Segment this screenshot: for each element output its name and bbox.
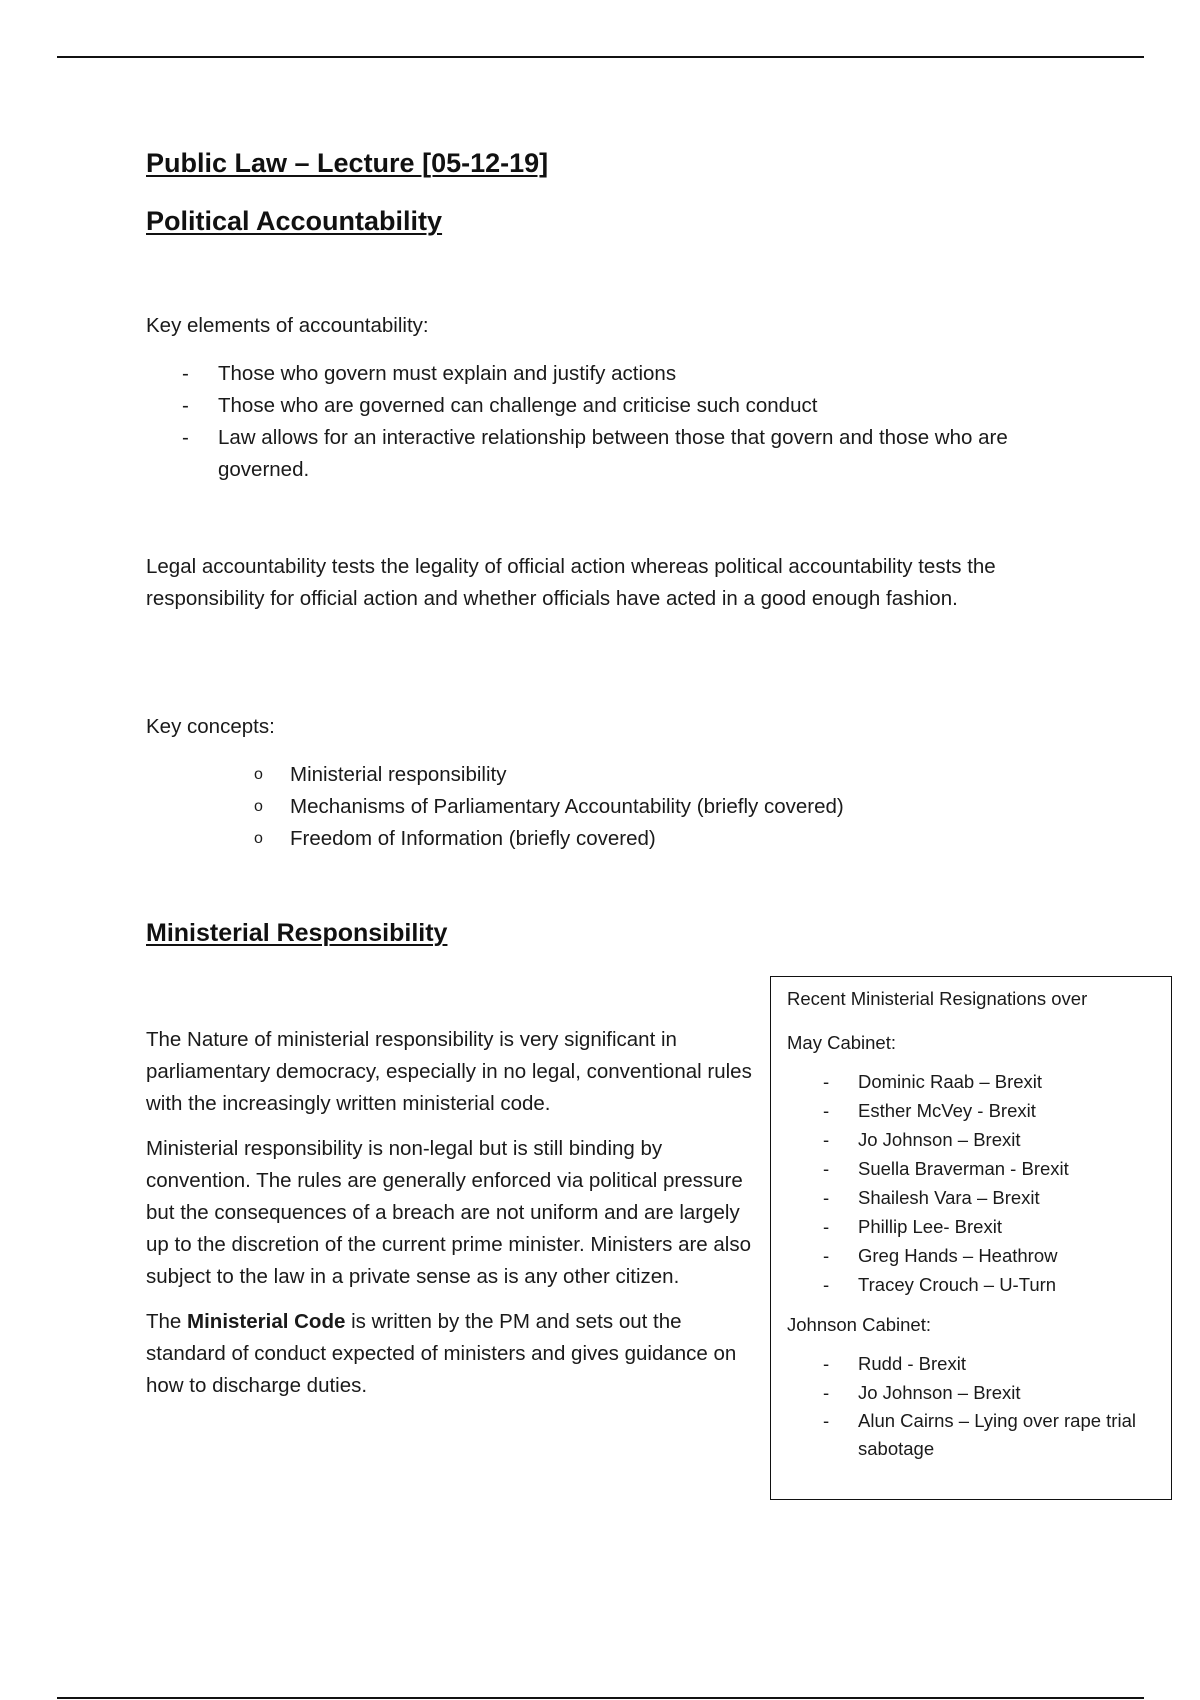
- list-item-text: Esther McVey - Brexit: [858, 1100, 1036, 1121]
- ministerial-body: [146, 1024, 758, 1415]
- resignations-box: [770, 976, 1172, 1500]
- dash-bullet: -: [823, 1410, 830, 1431]
- legal-vs-political-paragraph: Legal accountability tests the legality of official action whereas political accountability tests the responsibility for official action and whether officials have acted in a good enough fashion.: [146, 555, 996, 610]
- dash-bullet: -: [823, 1158, 830, 1179]
- may-resignations-list: [787, 1067, 1157, 1299]
- paragraph-rest: is written by the PM and sets out the standard of conduct expected of ministers and gives guidance on how to discharge duties.: [146, 1310, 737, 1397]
- list-item-text: Rudd - Brexit: [858, 1353, 966, 1374]
- list-item-text: Dominic Raab – Brexit: [858, 1071, 1043, 1092]
- list-item: [787, 1067, 1157, 1096]
- list-item: [146, 823, 844, 855]
- list-item-text: Alun Cairns – Lying over rape trial sabotage: [858, 1410, 1136, 1459]
- key-elements-intro: Key elements of accountability:: [146, 314, 429, 337]
- key-concepts-list: [146, 759, 844, 855]
- ministerial-code-term: Ministerial Code: [187, 1310, 346, 1333]
- list-item: [787, 1270, 1157, 1299]
- circle-bullet: o: [254, 766, 263, 783]
- dash-bullet: -: [823, 1071, 830, 1092]
- key-elements-list: [146, 358, 1066, 486]
- dash-bullet: -: [182, 394, 189, 417]
- list-item: [787, 1154, 1157, 1183]
- top-rule: [57, 56, 1144, 58]
- list-item-text: Those who are governed can challenge and criticise such conduct: [218, 394, 818, 417]
- topic-title: Political Accountability: [146, 206, 443, 236]
- list-item-text: Ministerial responsibility: [290, 763, 507, 786]
- list-item-text: Greg Hands – Heathrow: [858, 1245, 1058, 1266]
- dash-bullet: -: [182, 362, 189, 385]
- list-item: [146, 422, 1066, 486]
- dash-bullet: -: [823, 1245, 830, 1266]
- list-item: [787, 1212, 1157, 1241]
- list-item-text: Tracey Crouch – U-Turn: [858, 1274, 1057, 1295]
- dash-bullet: -: [823, 1382, 830, 1403]
- list-item: [146, 390, 1066, 422]
- list-item: [787, 1407, 1157, 1463]
- section-heading: Ministerial Responsibility: [146, 919, 448, 947]
- list-item: [146, 358, 1066, 390]
- list-item: [787, 1378, 1157, 1407]
- dash-bullet: -: [823, 1274, 830, 1295]
- list-item: [787, 1125, 1157, 1154]
- list-item-text: Phillip Lee- Brexit: [858, 1216, 1002, 1237]
- dash-bullet: -: [823, 1187, 830, 1208]
- list-item: [787, 1241, 1157, 1270]
- key-concepts-intro: Key concepts:: [146, 715, 275, 738]
- bottom-rule: [57, 1697, 1144, 1699]
- dash-bullet: -: [823, 1100, 830, 1121]
- list-item: [787, 1183, 1157, 1212]
- dash-bullet: -: [182, 426, 189, 449]
- ministerial-code-paragraph: [146, 1306, 758, 1402]
- lecture-title: Public Law – Lecture [05-12-19]: [146, 148, 549, 178]
- list-item-text: Those who govern must explain and justify actions: [218, 362, 677, 385]
- paragraph-lead: The: [146, 1310, 188, 1333]
- list-item-text: Suella Braverman - Brexit: [858, 1158, 1069, 1179]
- list-item-text: Jo Johnson – Brexit: [858, 1129, 1021, 1150]
- circle-bullet: o: [254, 830, 263, 847]
- paragraph: Ministerial responsibility is non-legal but is still binding by convention. The rules are generally enforced via political pressure but the consequences of a breach are not uniform and are largely up to the discretion of the current prime minister. Ministers are also subject to the law in a private sense as is any other citizen.: [146, 1137, 752, 1288]
- dash-bullet: -: [823, 1353, 830, 1374]
- list-item-text: Mechanisms of Parliamentary Accountability (briefly covered): [290, 795, 844, 818]
- box-title: Recent Ministerial Resignations over: [787, 988, 1088, 1009]
- list-item: [787, 1349, 1157, 1378]
- list-item-text: Freedom of Information (briefly covered): [290, 827, 656, 850]
- list-item: [787, 1096, 1157, 1125]
- dash-bullet: -: [823, 1129, 830, 1150]
- johnson-cabinet-label: Johnson Cabinet:: [787, 1314, 931, 1335]
- johnson-resignations-list: [787, 1349, 1157, 1463]
- paragraph: The Nature of ministerial responsibility is very significant in parliamentary democracy, especially in no legal, conventional rules with the increasingly written ministerial code.: [146, 1028, 752, 1115]
- list-item: [146, 791, 844, 823]
- dash-bullet: -: [823, 1216, 830, 1237]
- circle-bullet: o: [254, 798, 263, 815]
- list-item-text: Jo Johnson – Brexit: [858, 1382, 1021, 1403]
- list-item-text: Shailesh Vara – Brexit: [858, 1187, 1040, 1208]
- may-cabinet-label: May Cabinet:: [787, 1032, 896, 1053]
- list-item-text: Law allows for an interactive relationship between those that govern and those who are governed.: [218, 426, 1008, 481]
- list-item: [146, 759, 844, 791]
